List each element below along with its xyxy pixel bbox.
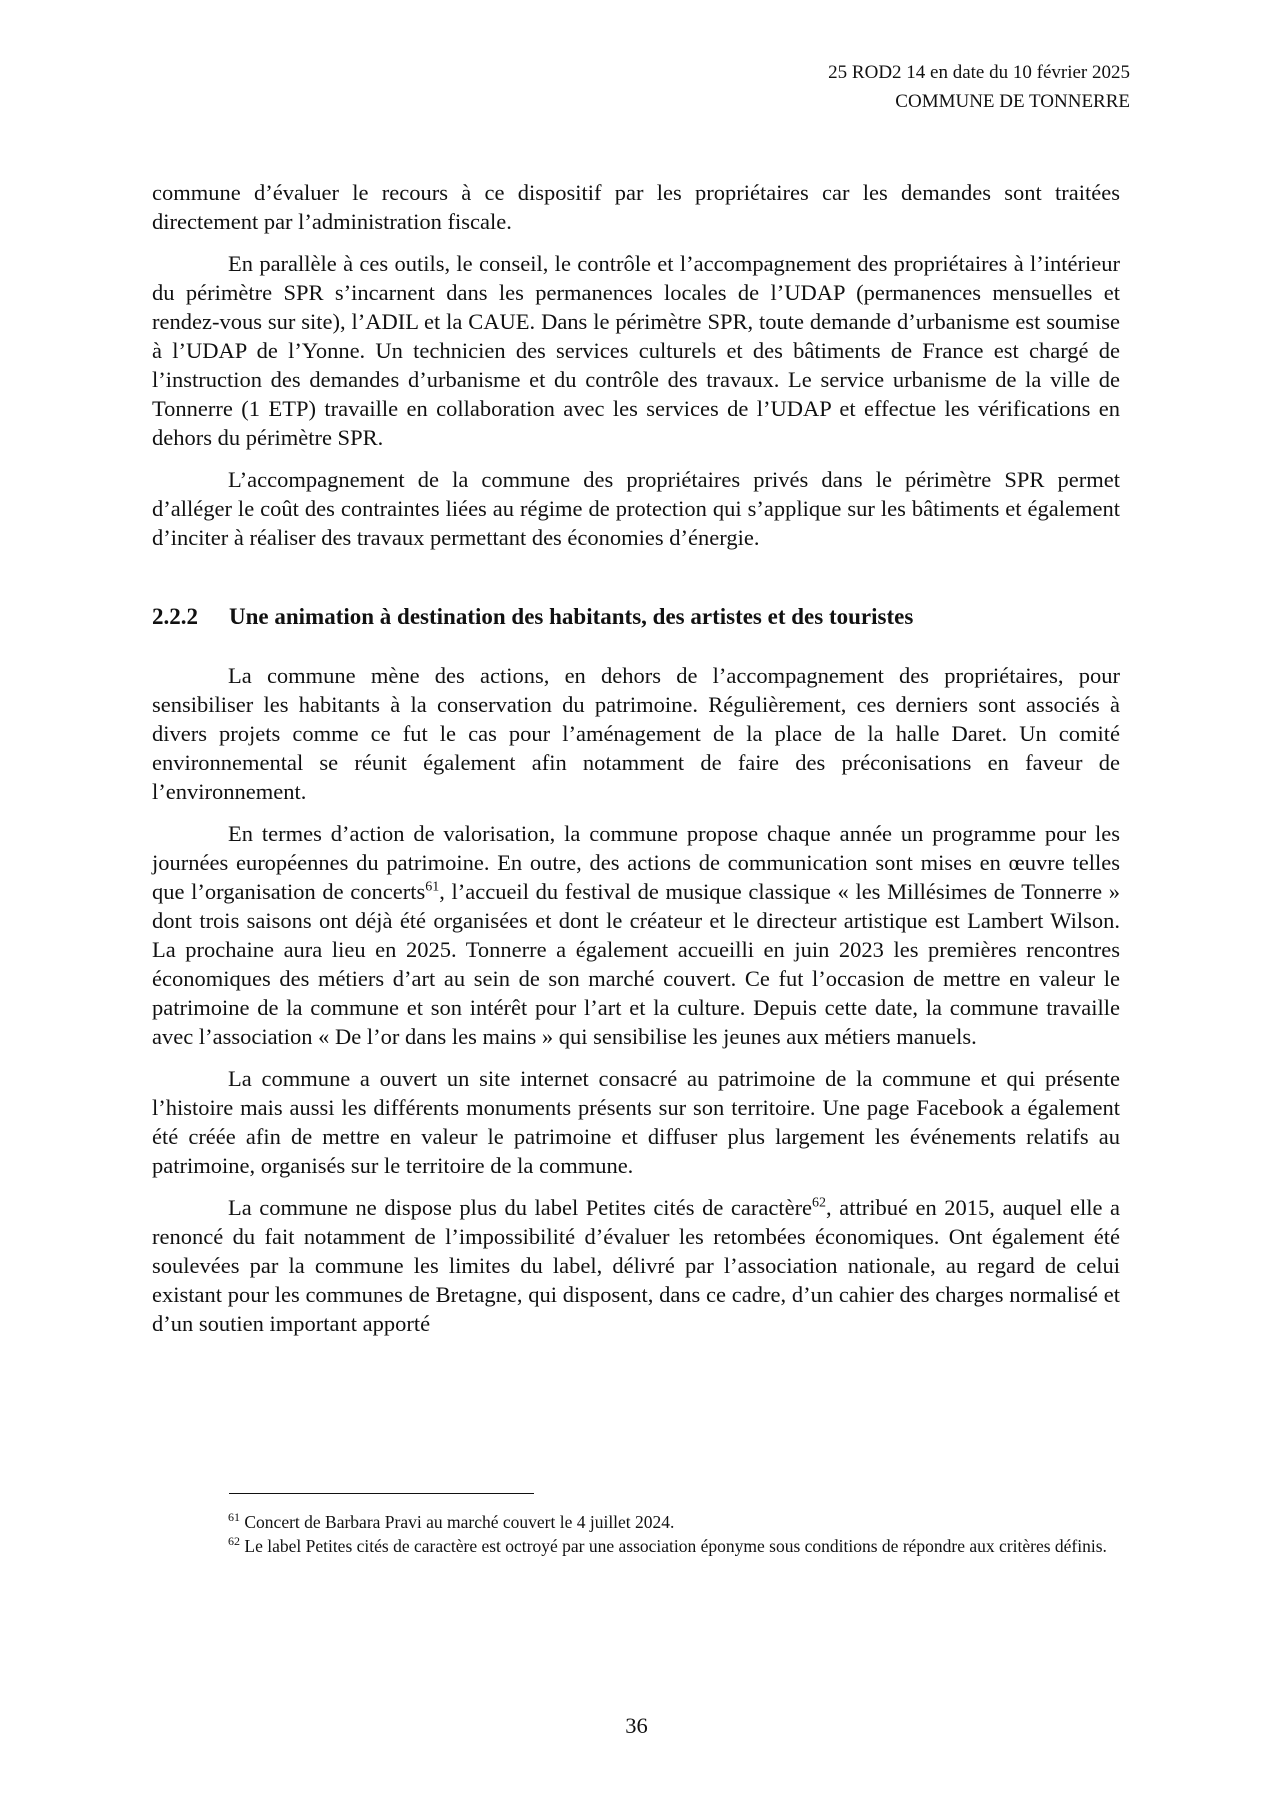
- page-header: [828, 58, 1130, 116]
- paragraph-valorisation: [152, 819, 1120, 1051]
- paragraph-continued: commune d’évaluer le recours à ce dispositif par les propriétaires car les demandes sont traitées directement par l’administration fiscale.: [152, 180, 1120, 234]
- paragraph-label: [152, 1193, 1120, 1338]
- footnote-separator: [229, 1493, 534, 1494]
- organization-name: COMMUNE DE TONNERRE: [895, 91, 1130, 112]
- footnote-text: Le label Petites cités de caractère est octroyé par une association éponyme sous conditions de répondre aux critères définis.: [240, 1536, 1107, 1556]
- section-title: Une animation à destination des habitants, des artistes et des touristes: [229, 604, 914, 629]
- footnotes: [152, 1510, 1120, 1558]
- paragraph-sensibilisation: La commune mène des actions, en dehors de l’accompagnement des propriétaires, pour sensibiliser les habitants à la conservation du patrimoine. Régulièrement, ces derniers sont associés à divers projets comme ce fut le cas pour l’aménagement de la place de la halle Daret. Un comité environnemental se réunit également afin notamment de faire des préconisations en faveur de l’environnement.: [152, 663, 1120, 804]
- paragraph-text: , attribué en 2015, auquel elle a renoncé du fait notamment de l’impossibilité d’évaluer les retombées économiques. Ont également été soulevées par la commune les limites du label, délivré par l’association nationale, au regard de celui existant pour les communes de Bretagne, qui disposent, dans ce cadre, d’un cahier des charges normalisé et d’un soutien important apporté: [152, 1195, 1120, 1336]
- paragraph-text: La commune ne dispose plus du label Petites cités de caractère: [228, 1195, 813, 1220]
- paragraph-accompagnement: L’accompagnement de la commune des propriétaires privés dans le périmètre SPR permet d’alléger le coût des contraintes liées au régime de protection qui s’applique sur les bâtiments et également d’inciter à réaliser des travaux permettant des économies d’énergie.: [152, 467, 1120, 550]
- footnote-number: 61: [228, 1510, 240, 1525]
- section-number: 2.2.2: [152, 604, 198, 629]
- document-reference: 25 ROD2 14 en date du 10 février 2025: [828, 62, 1130, 83]
- footnote-number: 62: [228, 1534, 240, 1549]
- footnote-62: [152, 1534, 1120, 1558]
- paragraph-site-internet: La commune a ouvert un site internet consacré au patrimoine de la commune et qui présente l’histoire mais aussi les différents monuments présents sur son territoire. Une page Facebook a également été créée afin de mettre en valeur le patrimoine et diffuser plus largement les événements relatifs au patrimoine, organisés sur le territoire de la commune.: [152, 1066, 1120, 1178]
- page-body: [152, 178, 1120, 1351]
- footnote-61: [152, 1510, 1120, 1534]
- paragraph-text: En termes d’action de valorisation, la commune propose chaque année un programme pour les journées européennes du patrimoine. En outre, des actions de communication sont mises en œuvre telles que l’organisation de concerts: [152, 821, 1120, 904]
- footnote-reference-62[interactable]: 62: [812, 1195, 827, 1211]
- paragraph-udap: En parallèle à ces outils, le conseil, le contrôle et l’accompagnement des propriétaires à l’intérieur du périmètre SPR s’incarnent dans les permanences locales de l’UDAP (permanences mensuelles et rendez-vous sur site), l’ADIL et la CAUE. Dans le périmètre SPR, toute demande d’urbanisme est soumise à l’UDAP de l’Yonne. Un technicien des services culturels et des bâtiments de France est chargé de l’instruction des demandes d’urbanisme et du contrôle des travaux. Le service urbanisme de la ville de Tonnerre (1 ETP) travaille en collaboration avec les services de l’UDAP et effectue les vérifications en dehors du périmètre SPR.: [152, 251, 1120, 450]
- footnote-reference-61[interactable]: 61: [425, 879, 440, 895]
- section-heading: [152, 602, 1120, 661]
- page-number: 36: [625, 1713, 648, 1738]
- footnote-text: Concert de Barbara Pravi au marché couvert le 4 juillet 2024.: [240, 1512, 675, 1532]
- paragraph-text: , l’accueil du festival de musique classique « les Millésimes de Tonnerre » dont trois saisons ont déjà été organisées et dont le créateur et le directeur artistique est Lambert Wilson. La prochaine aura lieu en 2025. Tonnerre a également accueilli en juin 2023 les premières rencontres économiques des métiers d’art au sein de son marché couvert. Ce fut l’occasion de mettre en valeur le patrimoine de la commune et son intérêt pour l’art et la culture. Depuis cette date, la commune travaille avec l’association « De l’or dans les mains » qui sensibilise les jeunes aux métiers manuels.: [152, 879, 1121, 1049]
